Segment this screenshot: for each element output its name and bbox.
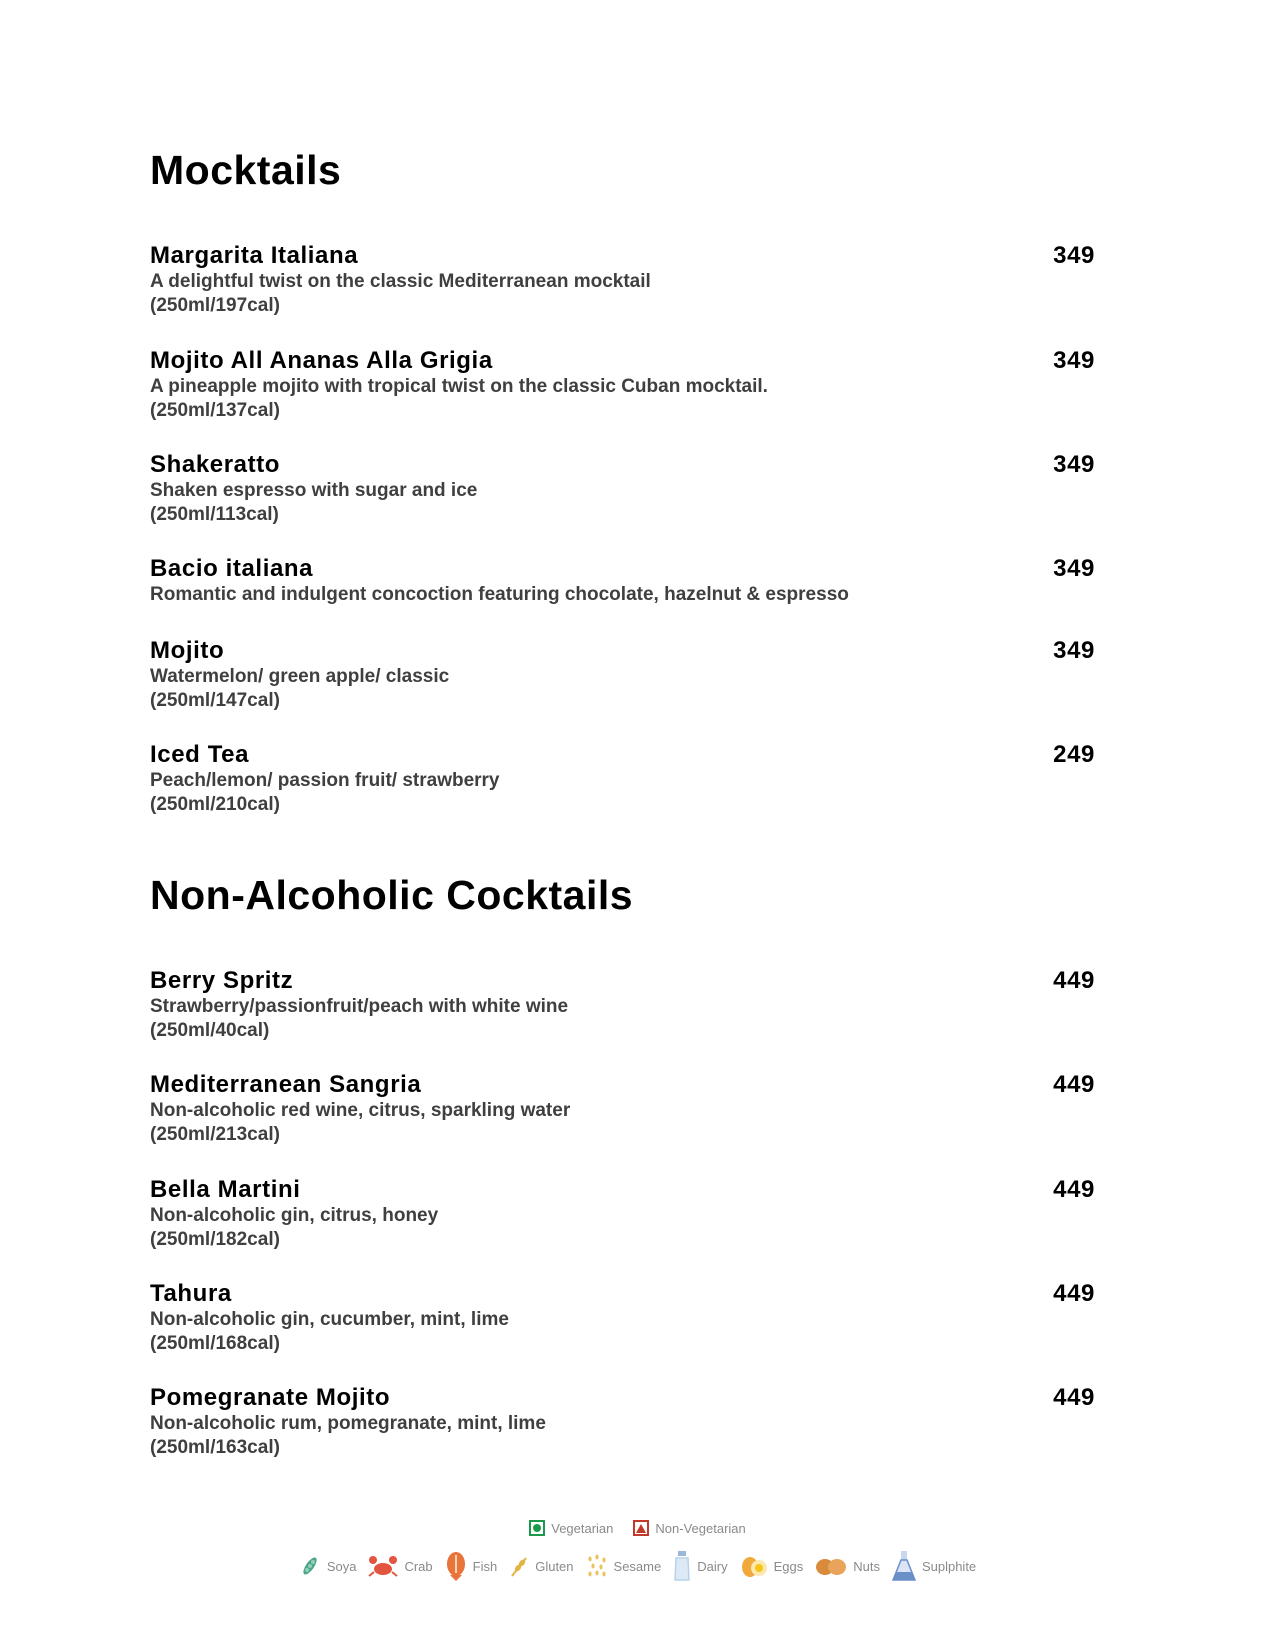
item-description: Non-alcoholic gin, cucumber, mint, lime — [150, 1309, 509, 1330]
soya-icon — [299, 1554, 321, 1578]
item-price: 449 — [1053, 967, 1095, 994]
menu-item — [150, 637, 1095, 713]
sesame-icon — [586, 1554, 608, 1578]
menu-item — [150, 1280, 1095, 1356]
dairy-icon — [673, 1550, 691, 1582]
menu-item — [150, 1384, 1095, 1460]
section-title: Mocktails — [150, 147, 342, 193]
menu-item — [150, 451, 1095, 527]
section-non-alcoholic-cocktails — [150, 872, 1095, 1458]
legend-eggs — [740, 1554, 804, 1578]
eggs-icon — [740, 1554, 768, 1578]
menu-item — [150, 347, 1095, 423]
legend-nuts — [815, 1554, 880, 1578]
item-name: Bacio italiana — [150, 555, 314, 582]
item-price: 349 — [1053, 637, 1095, 664]
item-name: Tahura — [150, 1280, 232, 1307]
item-name: Mediterranean Sangria — [150, 1071, 422, 1098]
section-title: Non-Alcoholic Cocktails — [150, 872, 634, 918]
item-price: 349 — [1053, 347, 1095, 374]
item-price: 449 — [1053, 1176, 1095, 1203]
item-calories: (250ml/213cal) — [150, 1124, 280, 1145]
legend-soya — [299, 1554, 357, 1578]
legend-label: Eggs — [773, 1558, 804, 1574]
item-description: Non-alcoholic rum, pomegranate, mint, lime — [150, 1413, 546, 1434]
item-description: A delightful twist on the classic Mediterranean mocktail — [150, 271, 651, 292]
item-name: Mojito — [150, 637, 225, 664]
legend-fish — [445, 1551, 498, 1581]
legend-sulphite — [892, 1550, 976, 1582]
item-description: Strawberry/passionfruit/peach with white wine — [150, 996, 569, 1017]
item-price: 249 — [1053, 741, 1095, 768]
item-price: 449 — [1053, 1071, 1095, 1098]
item-calories: (250ml/210cal) — [150, 794, 280, 815]
menu-item — [150, 1176, 1095, 1252]
menu-item — [150, 1071, 1095, 1147]
veg-icon — [529, 1520, 545, 1536]
item-calories: (250ml/197cal) — [150, 295, 280, 316]
item-calories: (250ml/113cal) — [150, 504, 279, 525]
item-name: Bella Martini — [150, 1176, 301, 1203]
legend-label: Crab — [404, 1558, 433, 1574]
legend-label: Gluten — [535, 1558, 574, 1574]
menu-item — [150, 242, 1095, 318]
legend-crab — [368, 1554, 432, 1578]
item-calories: (250ml/147cal) — [150, 690, 280, 711]
item-calories: (250ml/182cal) — [150, 1229, 280, 1250]
item-description: Peach/lemon/ passion fruit/ strawberry — [150, 770, 500, 791]
legend-label: Fish — [472, 1558, 498, 1574]
item-description: Shaken espresso with sugar and ice — [150, 480, 478, 501]
item-description: A pineapple mojito with tropical twist on the classic Cuban mocktail. — [150, 376, 768, 397]
item-price: 349 — [1053, 555, 1095, 582]
item-calories: (250ml/40cal) — [150, 1020, 270, 1041]
item-price: 349 — [1053, 451, 1095, 478]
menu-item — [150, 555, 1095, 607]
legend-label: Vegetarian — [551, 1520, 614, 1536]
legend-non-vegetarian — [633, 1520, 745, 1536]
item-price: 349 — [1053, 242, 1095, 269]
item-calories: (250ml/163cal) — [150, 1437, 280, 1458]
item-description: Watermelon/ green apple/ classic — [150, 666, 450, 687]
non-veg-icon — [633, 1520, 649, 1536]
item-description: Non-alcoholic gin, citrus, honey — [150, 1205, 439, 1226]
legend-vegetarian — [529, 1520, 613, 1536]
item-name: Shakeratto — [150, 451, 281, 478]
legend-label: Soya — [326, 1558, 357, 1574]
item-name: Margarita Italiana — [150, 242, 359, 269]
item-calories: (250ml/168cal) — [150, 1333, 280, 1354]
item-name: Iced Tea — [150, 741, 250, 768]
crab-icon — [368, 1554, 398, 1578]
legend-label: Non-Vegetarian — [655, 1520, 746, 1536]
legend-label: Nuts — [853, 1558, 880, 1574]
nuts-icon — [815, 1554, 847, 1578]
item-name: Berry Spritz — [150, 967, 294, 994]
item-name: Pomegranate Mojito — [150, 1384, 391, 1411]
item-name: Mojito All Ananas Alla Grigia — [150, 347, 493, 374]
item-description: Non-alcoholic red wine, citrus, sparkling water — [150, 1100, 571, 1121]
item-calories: (250ml/137cal) — [150, 400, 280, 421]
item-price: 449 — [1053, 1384, 1095, 1411]
sulphite-icon — [892, 1550, 916, 1582]
legend-gluten — [509, 1554, 573, 1578]
item-price: 449 — [1053, 1280, 1095, 1307]
section-mocktails — [150, 147, 1095, 815]
gluten-icon — [509, 1554, 529, 1578]
item-description: Romantic and indulgent concoction featuring chocolate, hazelnut & espresso — [150, 584, 849, 605]
legend-label: Sesame — [613, 1558, 662, 1574]
menu-item — [150, 741, 1095, 817]
legend-label: Suplphite — [921, 1558, 977, 1574]
legend-sesame — [586, 1554, 662, 1578]
menu-item — [150, 967, 1095, 1043]
legend-dairy — [673, 1550, 727, 1582]
allergen-legend-row — [0, 1550, 1275, 1582]
fish-icon — [445, 1551, 467, 1581]
diet-legend-row — [0, 1520, 1275, 1536]
legend-label: Dairy — [697, 1558, 728, 1574]
